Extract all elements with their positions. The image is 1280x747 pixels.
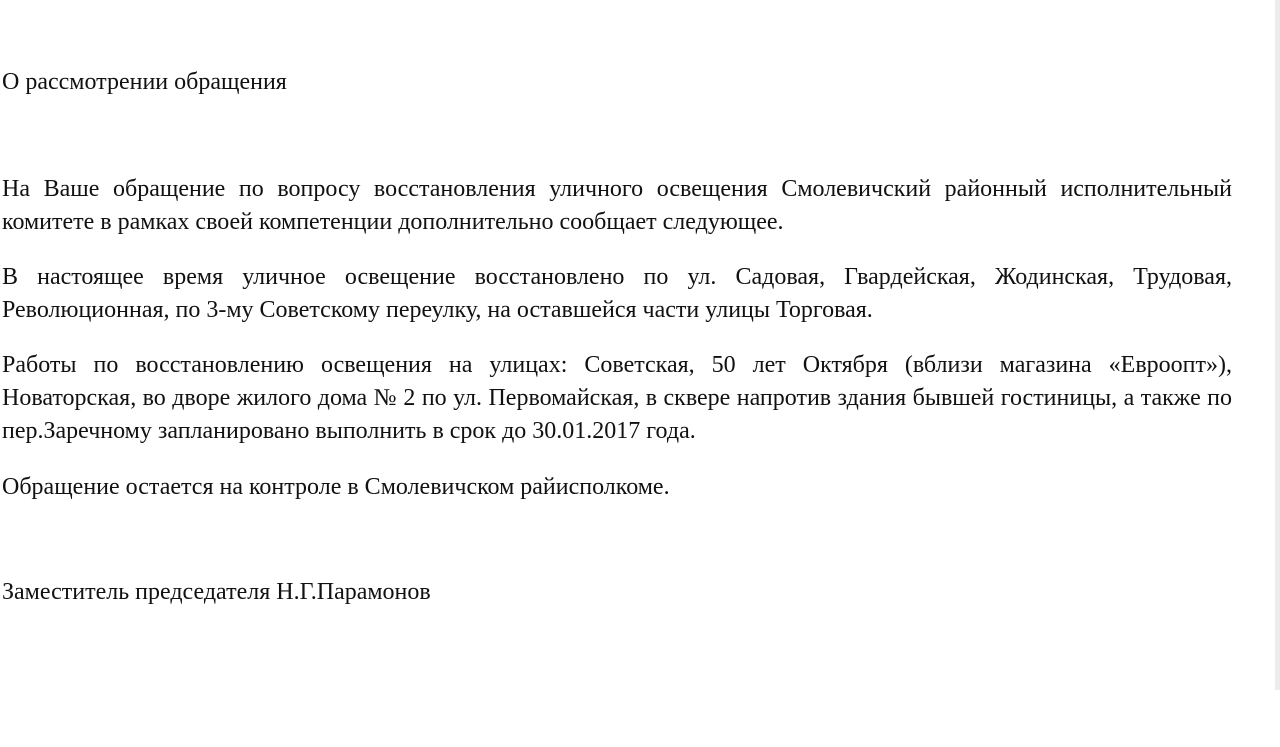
paragraph-planned-works: Работы по восстановлению освещения на улицах: Советская, 50 лет Октября (вблизи магазина «Евроопт»), Новаторская, во дворе жилого дома № 2 по ул. Первомайская, в сквере напротив здания бывшей гостиницы, а также по пер.Заречному запланировано выполнить в срок до 30.01.2017 года. [2, 352, 1232, 444]
paragraph-request-response: На Ваше обращение по вопросу восстановления уличного освещения Смолевичский районный исполнительный комитете в рамках своей компетенции дополнительно сообщает следующее. [2, 176, 1232, 235]
document-subject: О рассмотрении обращения [2, 69, 287, 95]
signature-line: Заместитель председателя Н.Г.Парамонов [2, 579, 431, 605]
page-edge [1275, 0, 1280, 690]
paragraph-control-status: Обращение остается на контроле в Смолевичском райисполкоме. [2, 474, 670, 500]
paragraph-restored-streets: В настоящее время уличное освещение восстановлено по ул. Садовая, Гвардейская, Жодинская, Трудовая, Революционная, по 3-му Советскому переулку, на оставшейся части улицы Торговая. [2, 264, 1232, 323]
